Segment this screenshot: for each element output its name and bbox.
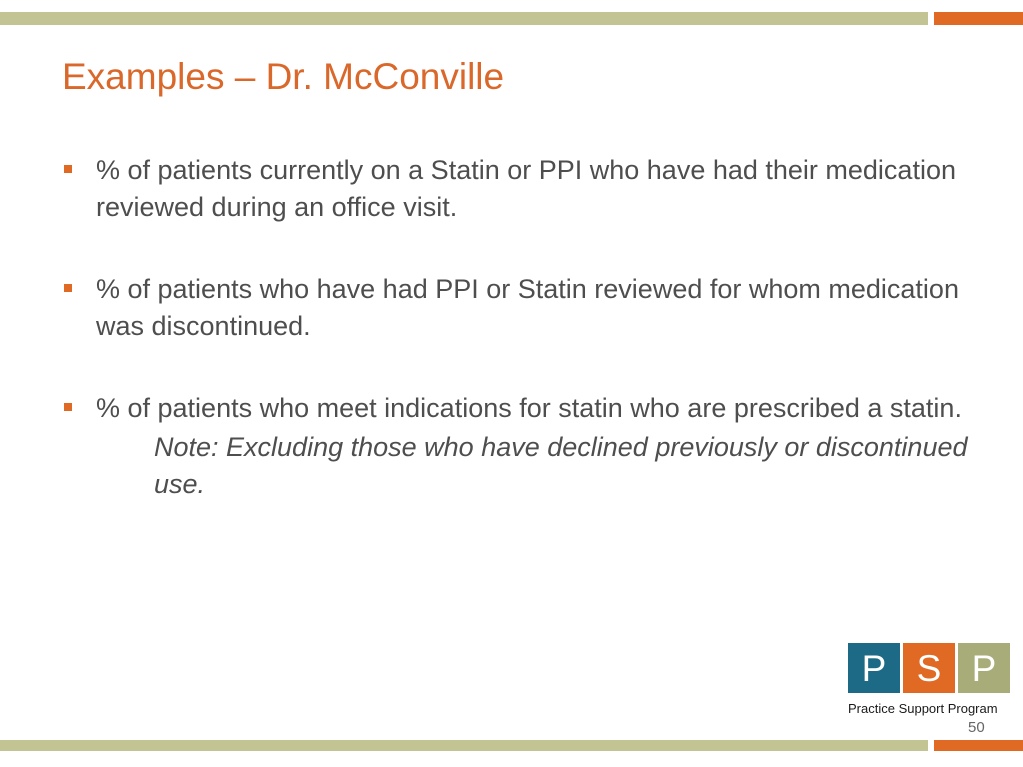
top-accent-bar xyxy=(934,12,1023,25)
psp-logo xyxy=(848,643,1010,716)
bullet-text: % of patients who have had PPI or Statin reviewed for whom medication was discontinued. xyxy=(96,274,959,341)
page-number: 50 xyxy=(968,719,985,736)
bullet-text: % of patients currently on a Statin or PPI who have had their medication reviewed during an office visit. xyxy=(96,155,956,222)
square-bullet-icon xyxy=(64,165,72,173)
square-bullet-icon xyxy=(64,284,72,292)
logo-letter-p-second: P xyxy=(958,643,1010,693)
bullet-note: Note: Excluding those who have declined previously or discontinued use. xyxy=(154,432,968,499)
bullet-text: % of patients who meet indications for statin who are prescribed a statin. xyxy=(96,393,962,423)
bullet-item xyxy=(62,390,1002,503)
logo-program-name: Practice Support Program xyxy=(848,701,998,716)
bottom-accent-bar xyxy=(934,740,1023,751)
bullet-item xyxy=(62,152,1002,226)
slide-title: Examples – Dr. McConville xyxy=(62,56,505,97)
bullet-item xyxy=(62,271,1002,345)
logo-letter-boxes xyxy=(848,643,1010,693)
logo-letter-p: P xyxy=(848,643,900,693)
bottom-decorative-bar xyxy=(0,740,928,751)
logo-letter-s: S xyxy=(903,643,955,693)
bullet-list xyxy=(62,152,1002,548)
square-bullet-icon xyxy=(64,403,72,411)
top-decorative-bar xyxy=(0,12,928,25)
